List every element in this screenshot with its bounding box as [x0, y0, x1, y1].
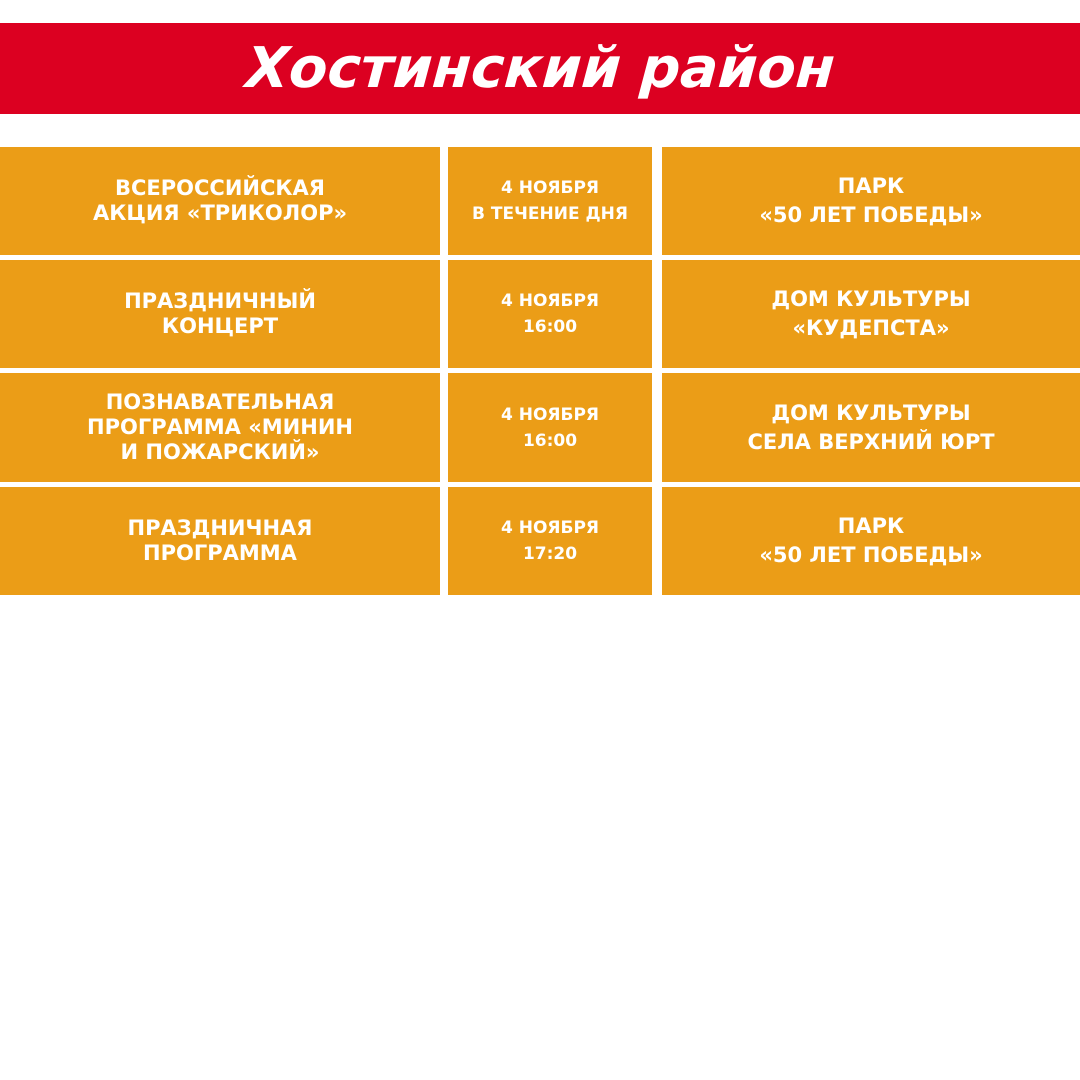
event-place: ПАРК «50 ЛЕТ ПОБЕДЫ» [662, 487, 1080, 595]
page-title: Хостинский район [243, 36, 837, 101]
event-time: 4 НОЯБРЯ В ТЕЧЕНИЕ ДНЯ [448, 147, 652, 255]
event-place: ПАРК «50 ЛЕТ ПОБЕДЫ» [662, 147, 1080, 255]
event-time: 4 НОЯБРЯ 17:20 [448, 487, 652, 595]
event-name: ПРАЗДНИЧНАЯ ПРОГРАММА [0, 487, 440, 595]
event-time: 4 НОЯБРЯ 16:00 [448, 260, 652, 368]
event-place: ДОМ КУЛЬТУРЫ «КУДЕПСТА» [662, 260, 1080, 368]
event-name: ВСЕРОССИЙСКАЯ АКЦИЯ «ТРИКОЛОР» [0, 147, 440, 255]
title-banner [0, 23, 1080, 114]
event-name: ПРАЗДНИЧНЫЙ КОНЦЕРТ [0, 260, 440, 368]
event-name: ПОЗНАВАТЕЛЬНАЯ ПРОГРАММА «МИНИН И ПОЖАРСКИЙ» [0, 373, 440, 482]
event-place: ДОМ КУЛЬТУРЫ СЕЛА ВЕРХНИЙ ЮРТ [662, 373, 1080, 482]
event-time: 4 НОЯБРЯ 16:00 [448, 373, 652, 482]
